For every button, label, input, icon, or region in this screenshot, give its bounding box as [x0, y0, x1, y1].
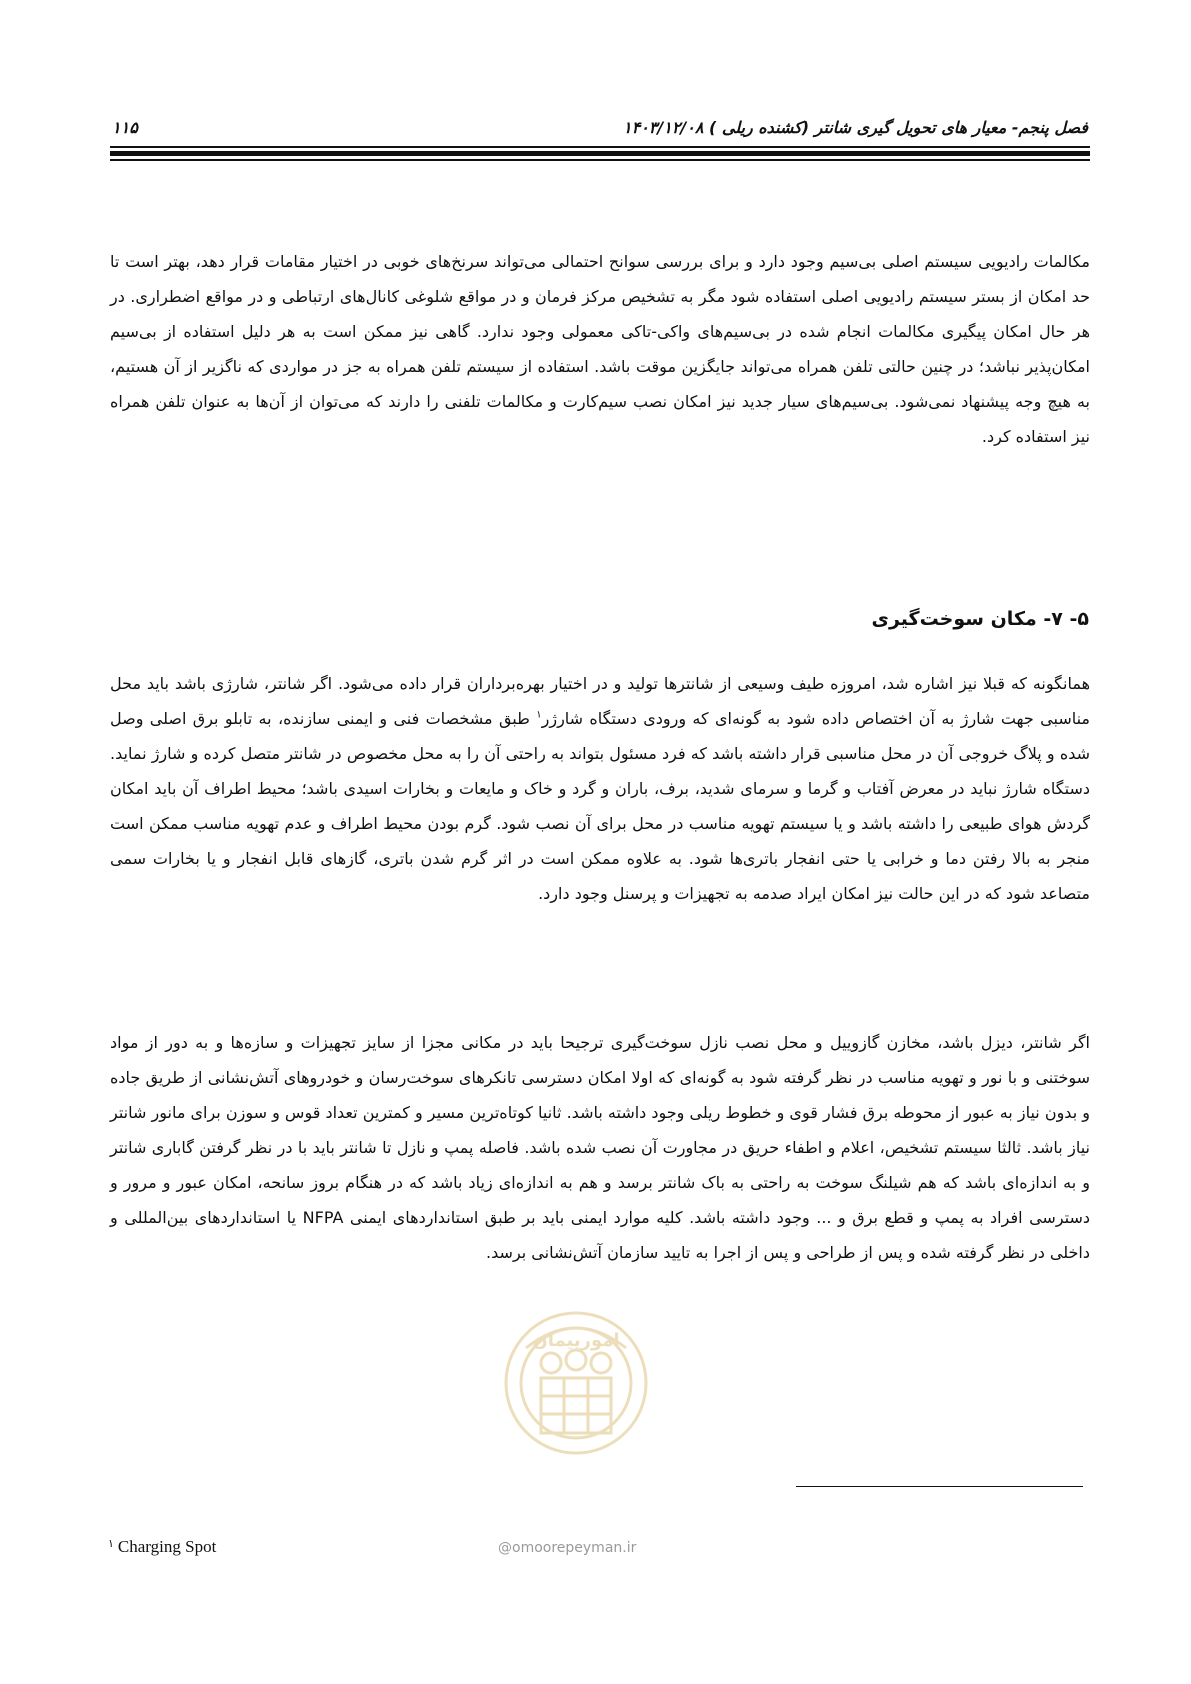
chapter-title: فصل پنجم- معیار های تحویل گیری شانتر (کشنده ریلی ) ۱۴۰۳/۱۲/۰۸ [623, 118, 1088, 137]
section-heading: ۵- ۷- مکان سوخت‌گیری [871, 608, 1089, 630]
paragraph-charging-text-part2: طبق مشخصات فنی و ایمنی سازنده، به تابلو برق اصلی وصل شده و پلاگ خروجی آن در محل مناسبی قرار داشته باشد که فرد مسئول بتواند به راحتی آن را به محل مخصوص در شانتر متصل کرده و شارژ نماید. دستگاه شارژ نباید در معرض آفتاب و گرما و سرمای شدید، برف، باران و گرد و خاک و مایعات و بخارات اسیدی باشد؛ محیط اطراف آن باید امکان گردش هوای طبیعی را داشته باشد و یا سیستم تهویه مناسب در محل برای آن نصب شود. گرم بودن محیط اطراف و عدم تهویه مناسب ممکن است منجر به بالا رفتن دما و خرابی یا حتی انفجار باتری‌ها شود. به علاوه ممکن است در اثر گرم شدن باتری، گازهای قابل انفجار و یا بخارات سمی متصاعد شود که در این حالت نیز امکان ایراد صدمه به تجهیزات و پرسنل وجود دارد. [110, 709, 1090, 903]
page-header [110, 112, 1090, 142]
paragraph-charging-text-part1: همانگونه که قبلا نیز اشاره شد، امروزه طیف وسیعی از شانترها تولید و در اختیار بهره‌برداران قرار داده می‌شود. اگر شانتر، شارژی باشد باید محل مناسبی جهت شارژ به آن اختصاص داده شود به گونه‌ای که ورودی دستگاه شارژر [110, 674, 1090, 728]
footnote-separator [796, 1486, 1083, 1487]
footnote-reference[interactable]: ۱ [536, 709, 542, 721]
watermark-site: @omoorepeyman.ir [498, 1540, 637, 1556]
watermark-text: امورپیمان [532, 1330, 620, 1351]
header-rule-top [110, 146, 1090, 148]
header-rule-bottom [110, 159, 1090, 161]
footnote-number: ۱ [108, 1538, 114, 1550]
paragraph-radio-communications: مکالمات رادیویی سیستم اصلی بی‌سیم وجود دارد و برای بررسی سوانح احتمالی می‌تواند سرنخ‌های خوبی در اختیار مقامات قرار دهد، بهتر است تا حد امکان از بستر سیستم رادیویی اصلی استفاده شود مگر به تشخیص مرکز فرمان و در مواقع شلوغی کانال‌های ارتباطی و در مواقع اضطراری. در هر حال امکان پیگیری مکالمات انجام شده در بی‌سیم‌های واکی-تاکی معمولی وجود ندارد. گاهی نیز ممکن است به هر دلیل استفاده از بی‌سیم امکان‌پذیر نباشد؛ در چنین حالتی تلفن همراه می‌تواند جایگزین موقت باشد. استفاده از سیستم تلفن همراه به جز در مواردی که ناگزیر از آن هستیم، به هیچ وجه پیشنهاد نمی‌شود. بی‌سیم‌های سیار جدید نیز امکان نصب سیم‌کارت و مکالمات تلفنی را دارند که می‌توان از آن‌ها به عنوان تلفن همراه نیز استفاده کرد. [110, 252, 1090, 446]
watermark-logo [496, 1288, 656, 1488]
footnote [108, 1537, 216, 1557]
footnote-text: Charging Spot [117, 1537, 217, 1556]
paragraph-charging-location [110, 666, 1090, 911]
paragraph-diesel-refueling: اگر شانتر، دیزل باشد، مخازن گازوییل و محل نصب نازل سوخت‌گیری ترجیحا باید در مکانی مجزا از سایز تجهیزات و سازه‌ها و به دور از مواد سوختنی و با نور و تهویه مناسب در نظر گرفته شود به گونه‌ای که اولا امکان دسترسی تانکرهای سوخت‌رسان و خودروهای آتش‌نشانی از طریق جاده و بدون نیاز به عبور از محوطه برق فشار قوی و خطوط ریلی وجود داشته باشد. ثانیا کوتاه‌ترین مسیر و کمترین تعداد قوس و سوزن برای مانور شانتر نیاز باشد. ثالثا سیستم تشخیص، اعلام و اطفاء حریق در مجاورت آن نصب شده باشد. فاصله پمپ و نازل تا شانتر باید با در نظر گرفتن گاباری شانتر و به اندازه‌ای باشد که هم شیلنگ سوخت به راحتی به باک شانتر برسد و هم به اندازه‌ای زیاد باشد که در هنگام بروز سانحه، امکان عبور و مرور و دسترسی افراد به پمپ و قطع برق و ... وجود داشته باشد. کلیه موارد ایمنی باید بر طبق استانداردهای ایمنی NFPA یا استانداردهای بین‌المللی و داخلی در نظر گرفته شده و پس از طراحی و پس از اجرا به تایید سازمان آتش‌نشانی برسد. [110, 1033, 1091, 1262]
page-number: ۱۱۵ [112, 118, 138, 137]
header-rule-middle [110, 151, 1090, 156]
